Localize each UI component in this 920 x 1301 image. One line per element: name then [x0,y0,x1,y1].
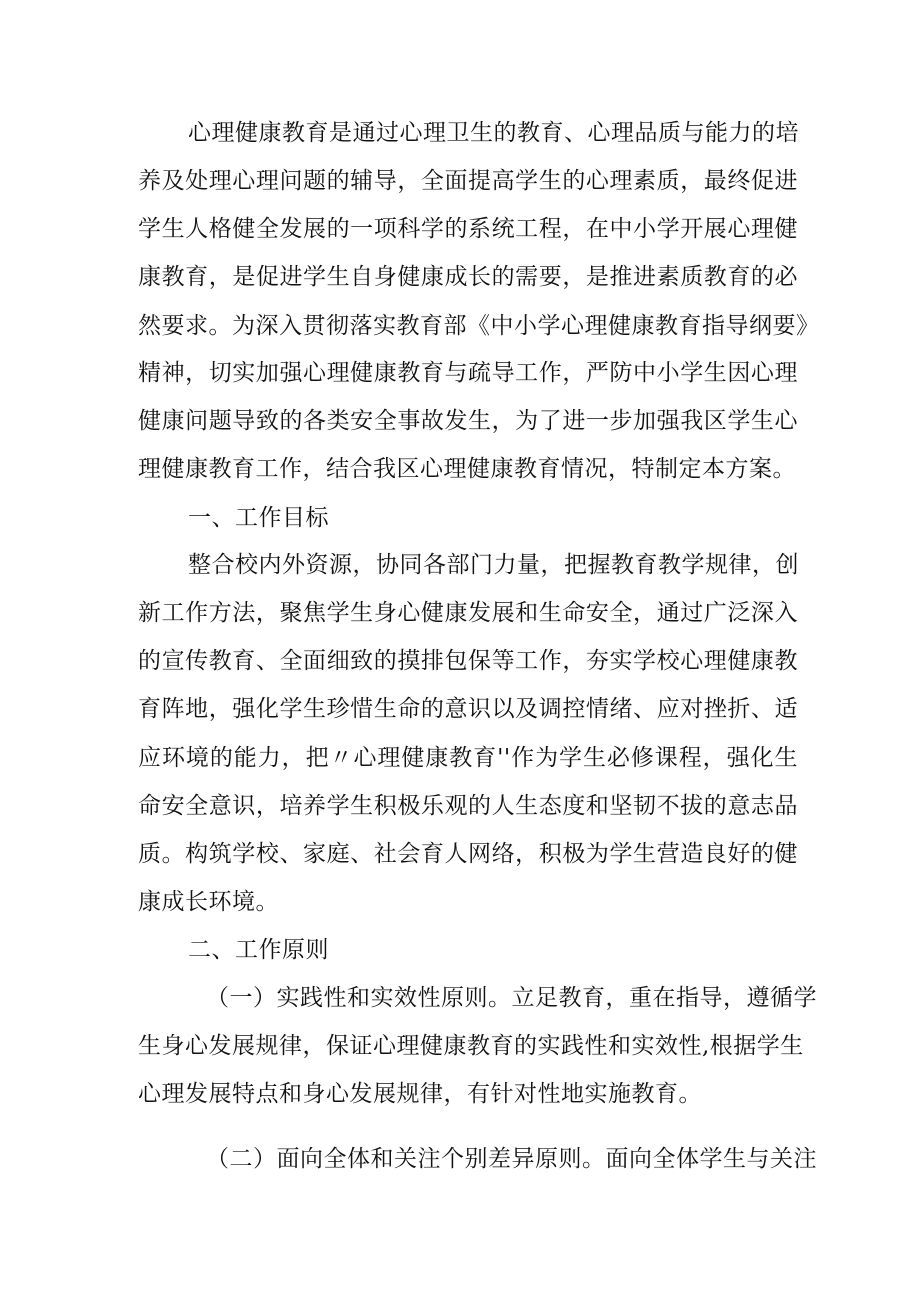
text-line: 新工作方法，聚焦学生身心健康发展和生命安全，通过广泛深入 [138,600,798,626]
text-line: 应环境的能力，把〃心理健康教育''作为学生必修课程，强化生 [138,745,798,771]
text-line: （一）实践性和实效性原则。立足教育，重在指导，遵循学 [206,985,817,1011]
text-line: 理健康教育工作，结合我区心理健康教育情况，特制定本方案。 [138,456,796,482]
text-line: 然要求。为深入贯彻落实教育部《中小学心理健康教育指导纲要》 [138,313,820,339]
text-line: 的宣传教育、全面细致的摸排包保等工作，夯实学校心理健康教 [138,648,798,674]
text-line: 生身心发展规律，保证心理健康教育的实践性和实效性,根据学生 [138,1033,804,1059]
text-line: 养及处理心理问题的辅导，全面提高学生的心理素质，最终促进 [138,168,798,194]
text-line: 健康问题导致的各类安全事故发生，为了进一步加强我区学生心 [138,408,798,434]
text-line: 命安全意识，培养学生积极乐观的人生态度和坚韧不拔的意志品 [138,793,798,819]
text-line: 质。构筑学校、家庭、社会育人网络，积极为学生营造良好的健 [138,841,798,867]
section-heading: 一、工作目标 [188,505,329,531]
text-line: 康成长环境。 [138,889,279,915]
text-line: 育阵地，强化学生珍惜生命的意识以及调控情绪、应对挫折、适 [138,696,798,722]
text-line: （二）面向全体和关注个别差异原则。面向全体学生与关注 [206,1146,817,1172]
text-line: 心理发展特点和身心发展规律，有针对性地实施教育。 [138,1081,702,1107]
section-heading: 二、工作原则 [188,937,329,963]
text-line: 学生人格健全发展的一项科学的系统工程，在中小学开展心理健 [138,216,798,242]
text-line: 康教育，是促进学生自身健康成长的需要，是推进素质教育的必 [138,264,798,290]
text-line: 整合校内外资源，协同各部门力量，把握教育教学规律，创 [188,552,799,578]
text-line: 心理健康教育是通过心理卫生的教育、心理品质与能力的培 [188,120,799,146]
text-line: 精神，切实加强心理健康教育与疏导工作，严防中小学生因心理 [138,360,798,386]
